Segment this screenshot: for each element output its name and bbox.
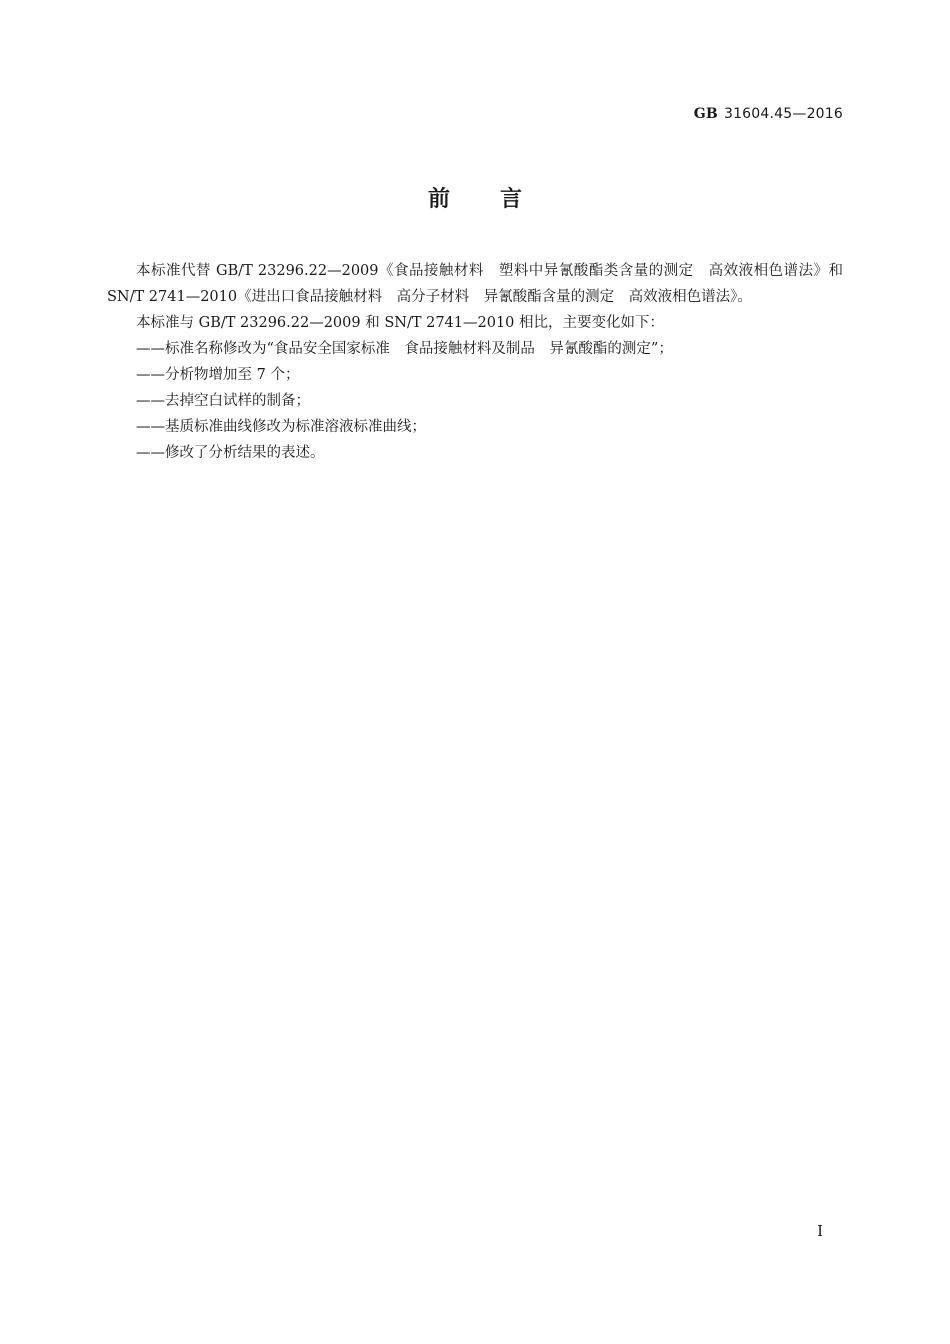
change-item: ——去掉空白试样的制备； [136, 393, 310, 409]
change-item: ——分析物增加至 7 个； [136, 367, 300, 383]
standard-prefix: GB [693, 106, 718, 122]
title-char-2: 言 [500, 187, 523, 212]
paragraph-replacement: 本标准代替 GB/T 23296.22—2009《食品接触材料 塑料中异氰酸酯类含量的测定 高效液相色谱法》和 SN/T 2741—2010《进出口食品接触材料 高分子材料 异氰酸酯含量的测定 高效液相色谱法》。 [107, 263, 843, 305]
preface-body [107, 258, 843, 466]
paragraph-changes-intro: 本标准与 GB/T 23296.22—2009 和 SN/T 2741—2010 相比，主要变化如下： [136, 315, 665, 331]
standard-code [694, 106, 843, 122]
page-number: I [817, 1222, 823, 1240]
change-item: ——基质标准曲线修改为标准溶液标准曲线； [136, 419, 426, 435]
page-title [0, 182, 950, 213]
change-item: ——标准名称修改为“食品安全国家标准 食品接触材料及制品 异氰酸酯的测定”； [136, 341, 673, 357]
change-item: ——修改了分析结果的表述。 [136, 445, 325, 461]
title-char-1: 前 [427, 187, 450, 212]
standard-number: 31604.45—2016 [723, 106, 843, 122]
